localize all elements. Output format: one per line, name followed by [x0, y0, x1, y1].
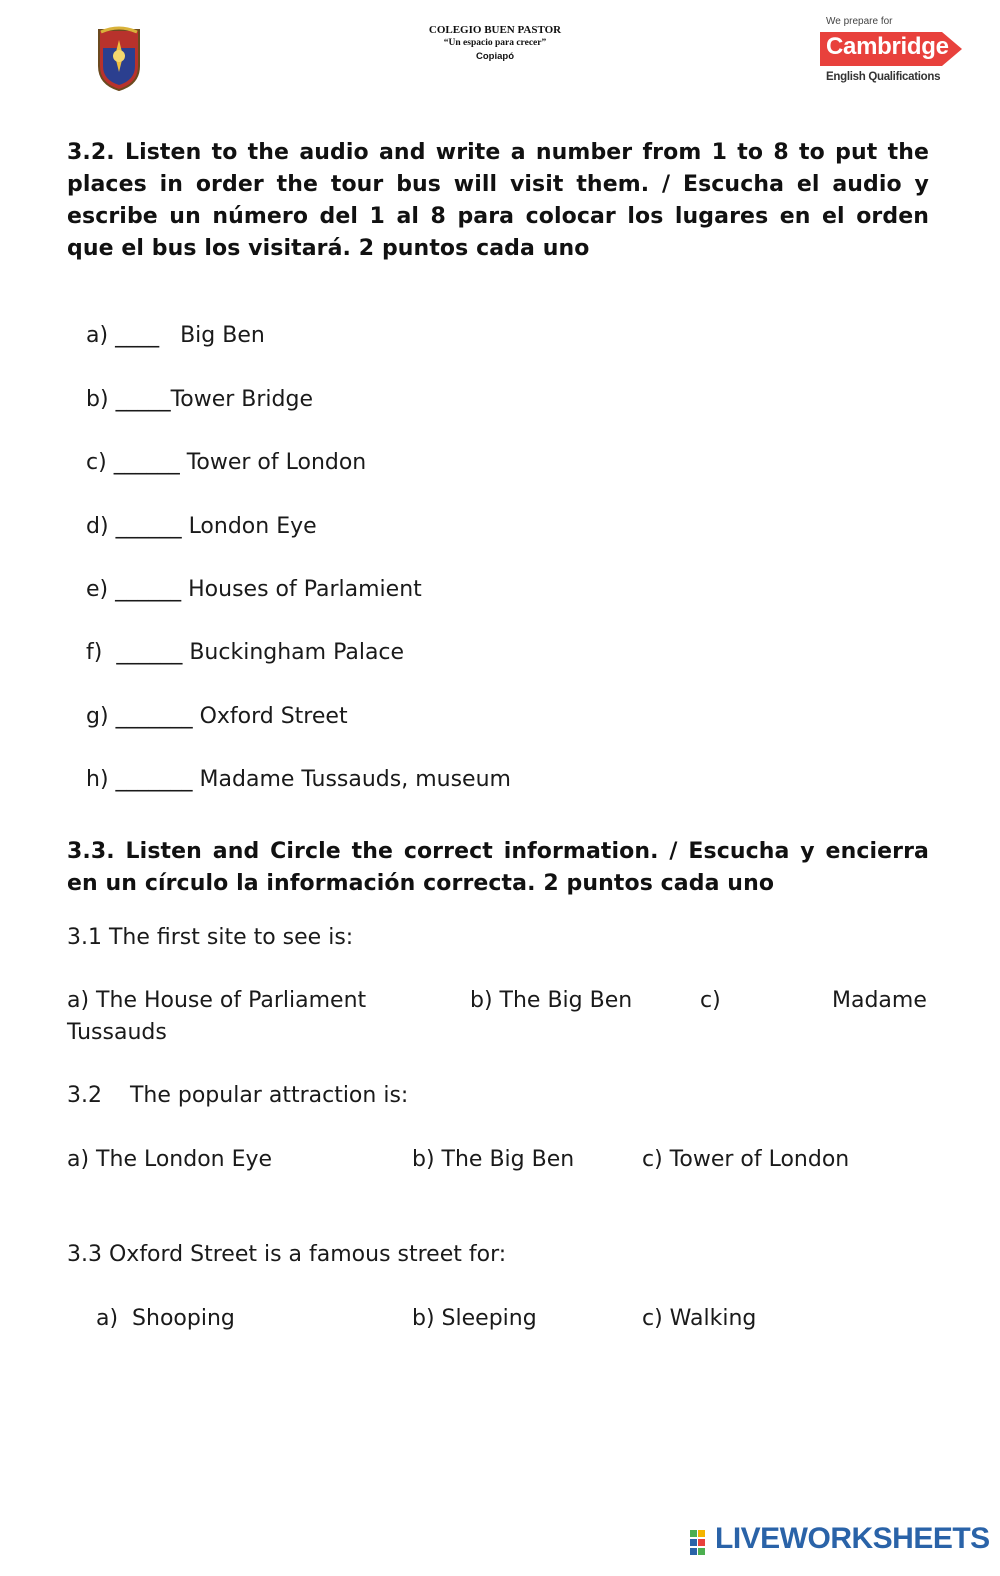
place-name: Oxford Street: [199, 704, 348, 729]
option-c[interactable]: c) Tower of London: [642, 1147, 850, 1172]
item-letter: h): [86, 767, 109, 792]
liveworksheets-grid-icon: [690, 1530, 714, 1556]
list-item: [72, 742, 511, 792]
school-city: Copiapó: [476, 51, 514, 62]
option-b[interactable]: b) The Big Ben: [470, 988, 633, 1013]
cambridge-logo-text: Cambridge: [826, 33, 949, 60]
place-name: Tower Bridge: [170, 387, 314, 412]
place-name: Buckingham Palace: [189, 640, 405, 665]
item-letter: a): [86, 323, 109, 348]
answer-blank[interactable]: _______: [115, 704, 193, 729]
answer-blank[interactable]: ______: [116, 640, 183, 665]
option-c-text[interactable]: Madame: [832, 988, 927, 1013]
option-c-text-continued[interactable]: Tussauds: [67, 1020, 167, 1045]
place-name: Tower of London: [186, 450, 367, 475]
list-item: [72, 298, 265, 348]
item-letter: g): [86, 704, 109, 729]
item-letter: f): [86, 640, 103, 665]
place-name: Houses of Parlamient: [188, 577, 422, 602]
option-a[interactable]: a) Shooping: [96, 1306, 235, 1331]
school-motto: “Un espacio para crecer”: [443, 38, 547, 48]
list-item: [72, 552, 422, 602]
question-3-2: 3.2 The popular attraction is:: [67, 1083, 409, 1108]
option-b[interactable]: b) The Big Ben: [412, 1147, 575, 1172]
section-3-3-instructions: 3.3. Listen and Circle the correct information. / Escucha y encierra en un círculo la información correcta. 2 puntos cada uno: [67, 839, 929, 896]
liveworksheets-brand: LIVEWORKSHEETS: [715, 1522, 990, 1555]
option-a[interactable]: a) The House of Parliament: [67, 988, 367, 1013]
answer-blank[interactable]: ______: [115, 514, 182, 539]
option-b[interactable]: b) Sleeping: [412, 1306, 537, 1331]
answer-blank[interactable]: ____: [115, 323, 160, 348]
list-item: [72, 679, 348, 729]
option-c[interactable]: c) Walking: [642, 1306, 757, 1331]
question-3-1: 3.1 The first site to see is:: [67, 925, 354, 950]
item-letter: e): [86, 577, 109, 602]
answer-blank[interactable]: ______: [113, 450, 180, 475]
item-letter: b): [86, 387, 109, 412]
answer-blank[interactable]: _____: [115, 387, 171, 412]
section-3-2-instructions: 3.2. Listen to the audio and write a number from 1 to 8 to put the places in order the tour bus will visit them. / Escucha el audio y escribe un número del 1 al 8 para colocar los lugares en el orden que el bus los visitará. 2 puntos cada uno: [67, 140, 929, 261]
list-item: [72, 615, 404, 665]
cambridge-tagline: We prepare for: [826, 16, 893, 27]
item-letter: d): [86, 514, 109, 539]
question-3-3: 3.3 Oxford Street is a famous street for:: [67, 1242, 507, 1267]
answer-blank[interactable]: _______: [115, 767, 193, 792]
list-item: [72, 425, 366, 475]
school-crest-logo: [95, 26, 143, 92]
list-item: [72, 362, 313, 412]
place-name: Madame Tussauds, museum: [199, 767, 511, 792]
cambridge-subtitle: English Qualifications: [826, 71, 941, 83]
item-letter: c): [86, 450, 107, 475]
option-c[interactable]: c): [700, 988, 721, 1013]
answer-blank[interactable]: ______: [115, 577, 182, 602]
option-a[interactable]: a) The London Eye: [67, 1147, 273, 1172]
list-item: [72, 489, 317, 539]
school-name: COLEGIO BUEN PASTOR: [428, 24, 562, 36]
place-name: Big Ben: [180, 323, 265, 348]
place-name: London Eye: [188, 514, 317, 539]
